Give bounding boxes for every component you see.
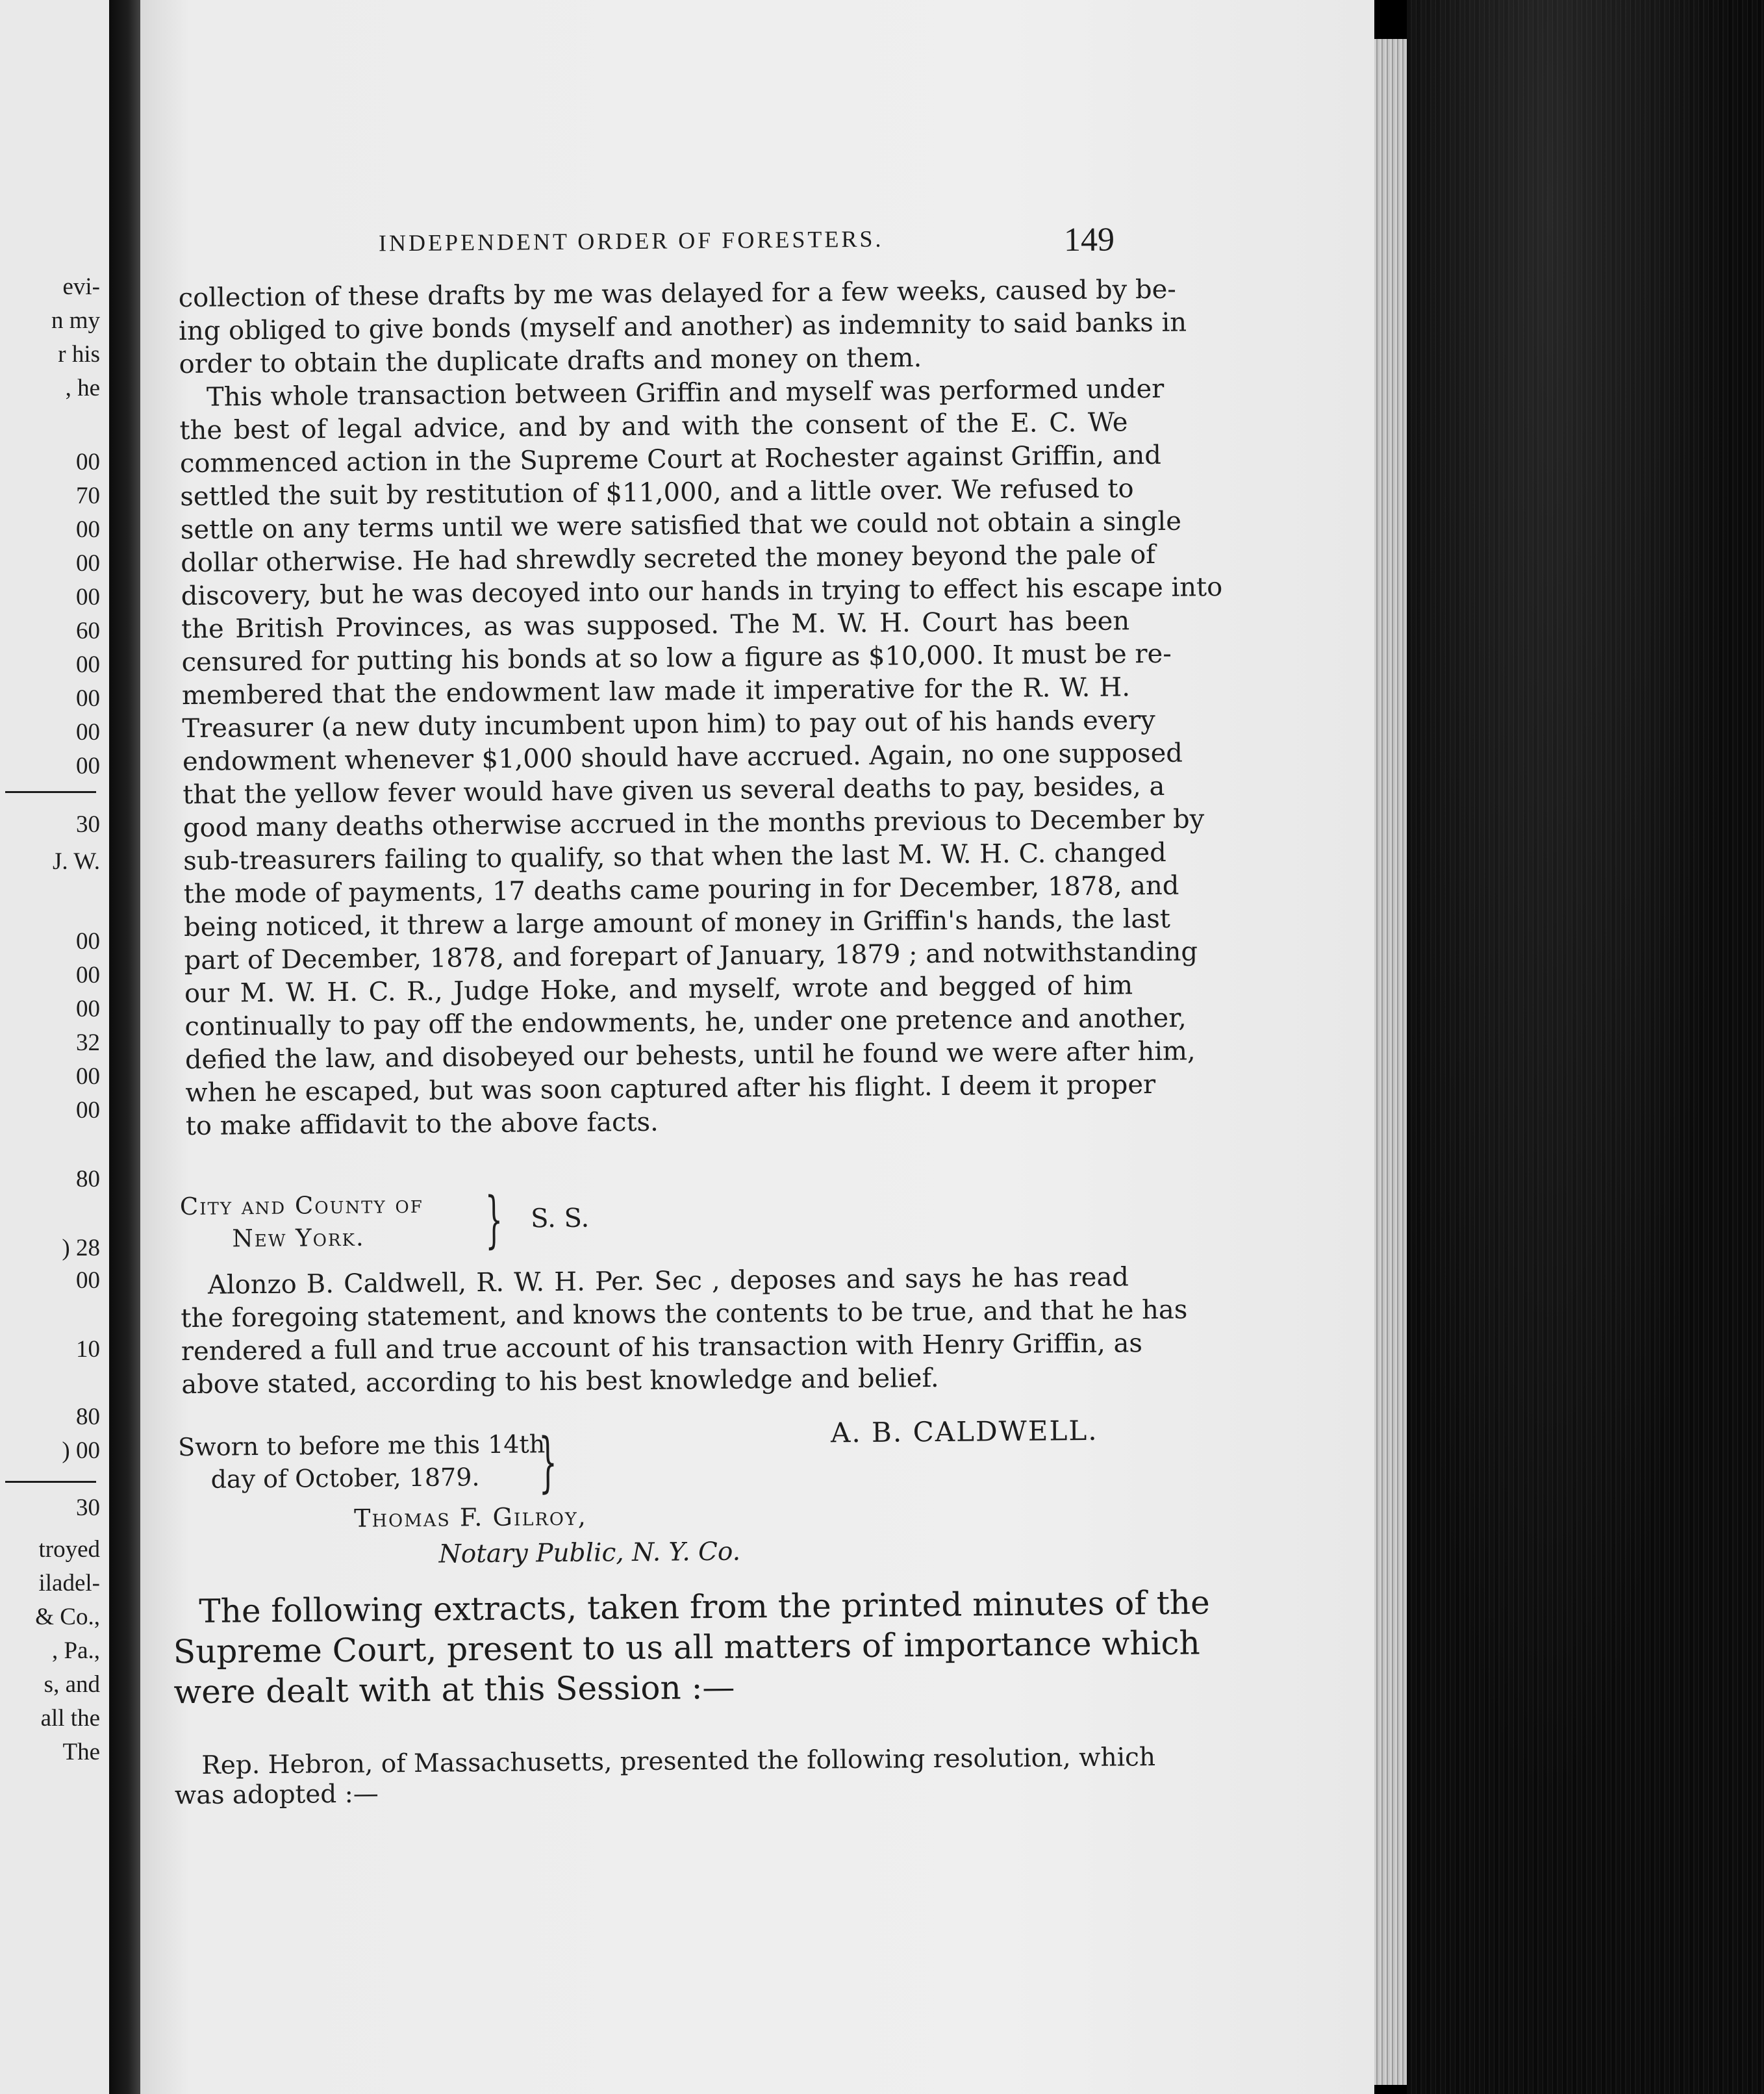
page-content	[140, 0, 1374, 2094]
left-page-fragment: ) 00	[62, 1437, 100, 1464]
page-number: 149	[1063, 221, 1115, 259]
running-head: INDEPENDENT ORDER OF FORESTERS.	[378, 225, 884, 257]
page-149	[140, 0, 1374, 2094]
jurat-line: Sworn to before me this 14th	[177, 1430, 546, 1462]
text-line: the best of legal advice, and by and with the consent of the E. C. We	[179, 407, 1128, 446]
left-page-fragment: all the	[40, 1705, 100, 1732]
left-page-fragment: J. W.	[52, 848, 100, 875]
left-page-fragment: 00	[76, 1063, 100, 1090]
left-page-fragment: 80	[76, 1404, 100, 1430]
page-edges	[1374, 39, 1407, 2085]
extracts-intro	[173, 1583, 1210, 1712]
left-page-fragment: , Pa.,	[52, 1637, 100, 1664]
text-line: being noticed, it threw a large amount of money in Griffin's hands, the last	[183, 903, 1171, 943]
total-rule	[5, 1481, 96, 1483]
affiant-signature: A. B. CALDWELL.	[830, 1414, 1098, 1449]
jurat-brace: }	[538, 1424, 558, 1500]
text-line: our M. W. H. C. R., Judge Hoke, and myself, wrote and begged of him	[184, 970, 1133, 1009]
left-page-fragment: troyed	[38, 1536, 100, 1563]
left-page-fragment: 00	[76, 651, 100, 678]
venue-county: City and County of	[179, 1190, 424, 1221]
book-gutter	[109, 0, 140, 2094]
left-page-fragment: 00	[76, 753, 100, 779]
text-line: censured for putting his bonds at so low a figure as $10,000. It must be re-	[181, 638, 1172, 678]
left-page-fragment: 00	[76, 516, 100, 543]
venue-brace: }	[485, 1184, 503, 1256]
venue-caption	[179, 1184, 765, 1264]
left-page-fragment: r his	[58, 341, 100, 368]
total-rule	[5, 791, 96, 793]
left-page-fragment: 00	[76, 928, 100, 955]
left-page-fragment: 00	[76, 449, 100, 475]
text-line: were dealt with at this Session :—	[173, 1668, 735, 1711]
text-line: The following extracts, taken from the printed minutes of the	[199, 1583, 1210, 1630]
text-line: Treasurer (a new duty incumbent upon him) to pay out of his hands every	[182, 705, 1155, 744]
page-header	[140, 221, 1369, 271]
left-page-fragment: 00	[76, 1267, 100, 1294]
text-line: order to obtain the duplicate drafts and money on them.	[179, 343, 922, 380]
text-line: commenced action in the Supreme Court at Rochester against Griffin, and	[179, 440, 1162, 479]
left-page-fragment: 00	[76, 550, 100, 577]
text-line: that the yellow fever would have given us several deaths to pay, besides, a	[183, 771, 1165, 811]
left-page-fragment: 30	[76, 811, 100, 838]
left-page-fragment: 00	[76, 719, 100, 746]
left-page-fragment: 70	[76, 483, 100, 509]
left-facing-page	[0, 0, 109, 2094]
venue-ss: S. S.	[530, 1203, 590, 1234]
resolution-intro	[174, 1743, 1156, 1811]
left-page-fragment: 80	[76, 1166, 100, 1192]
text-line: good many deaths otherwise accrued in the months previous to December by	[183, 804, 1205, 844]
text-line: when he escaped, but was soon captured after his flight. I deem it proper	[185, 1070, 1156, 1109]
text-line: dollar otherwise. He had shrewdly secreted the money beyond the pale of	[181, 539, 1156, 579]
text-line: was adopted :—	[174, 1779, 379, 1811]
text-line: above stated, according to his best knowledge and belief.	[181, 1363, 939, 1400]
left-page-fragment: 00	[76, 962, 100, 989]
text-line: collection of these drafts by me was delayed for a few weeks, caused by be-	[178, 274, 1176, 314]
left-page-fragment: 00	[76, 584, 100, 611]
text-line: the mode of payments, 17 deaths came pouring in for December, 1878, and	[183, 870, 1179, 910]
left-page-fragment: n my	[51, 307, 100, 334]
text-line: ing obliged to give bonds (myself and another) as indemnity to said banks in	[178, 307, 1187, 347]
text-line: Alonzo B. Caldwell, R. W. H. Per. Sec , deposes and says he has read	[207, 1262, 1129, 1300]
left-page-fragment: s, and	[44, 1671, 100, 1698]
text-line: Supreme Court, present to us all matters of importance which	[173, 1624, 1200, 1671]
text-line: settle on any terms until we were satisfied that we could not obtain a single	[180, 506, 1182, 546]
book-fore-edge	[1407, 0, 1764, 2094]
left-page-fragment: 00	[76, 996, 100, 1022]
left-page-fragment: evi-	[62, 273, 100, 300]
left-page-fragment: 10	[76, 1336, 100, 1363]
notary-title: Notary Public, N. Y. Co.	[438, 1537, 741, 1569]
left-page-fragment: 32	[76, 1029, 100, 1056]
statement-text	[178, 273, 1223, 1143]
left-page-fragment: 00	[76, 1097, 100, 1124]
left-page-fragment: iladel-	[38, 1570, 100, 1596]
left-page-fragment: ) 28	[62, 1235, 100, 1261]
left-page-fragment: & Co.,	[35, 1604, 100, 1630]
left-page-fragment: 00	[76, 685, 100, 712]
left-page-fragment: , he	[65, 375, 100, 401]
text-line: Rep. Hebron, of Massachusetts, presented the following resolution, which	[201, 1743, 1156, 1780]
text-line: membered that the endowment law made it imperative for the R. W. H.	[181, 672, 1131, 711]
text-line: endowment whenever $1,000 should have accrued. Again, no one supposed	[182, 738, 1183, 777]
text-line: defied the law, and disobeyed our behests, until he found we were after him,	[184, 1036, 1196, 1076]
left-page-fragment: The	[62, 1739, 100, 1765]
text-line: settled the suit by restitution of $11,000, and a little over. We refused to	[180, 473, 1134, 512]
text-line: rendered a full and true account of his transaction with Henry Griffin, as	[181, 1328, 1143, 1367]
notary-name: Thomas F. Gilroy,	[353, 1502, 587, 1533]
left-page-fragment: 60	[76, 618, 100, 644]
text-line: the foregoing statement, and knows the contents to be true, and that he has	[181, 1294, 1188, 1334]
text-line: continually to pay off the endowments, he, under one pretence and another,	[184, 1003, 1187, 1042]
left-page-fragment: 30	[76, 1495, 100, 1521]
text-line: to make affidavit to the above facts.	[185, 1107, 659, 1142]
jurat	[177, 1424, 764, 1576]
venue-state: New York.	[232, 1223, 365, 1253]
affidavit-text	[181, 1261, 1188, 1402]
text-line: discovery, but he was decoyed into our hands in trying to effect his escape into	[181, 572, 1223, 612]
text-line: the British Provinces, as was supposed. The M. W. H. Court has been	[181, 606, 1130, 645]
text-line: This whole transaction between Griffin and myself was performed under	[206, 373, 1165, 412]
jurat-line: day of October, 1879.	[210, 1463, 480, 1494]
text-line: part of December, 1878, and forepart of January, 1879 ; and notwithstanding	[184, 937, 1198, 976]
text-line: sub-treasurers failing to qualify, so that when the last M. W. H. C. changed	[183, 837, 1166, 877]
